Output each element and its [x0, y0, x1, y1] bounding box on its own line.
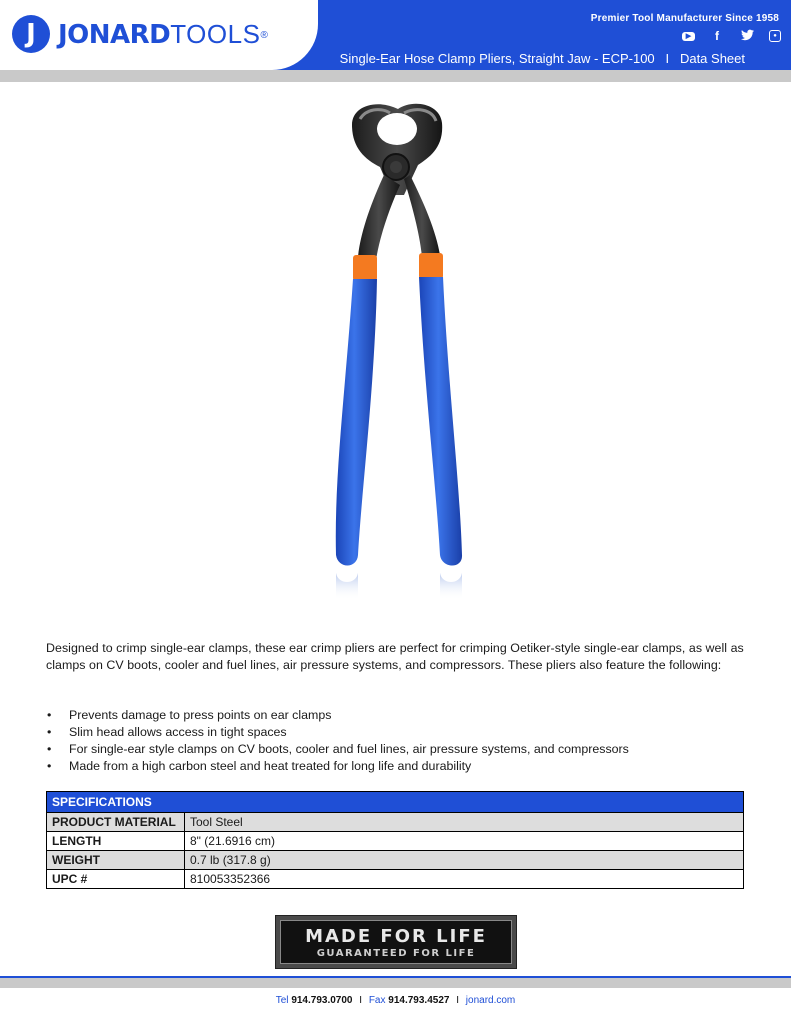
- feature-item: • Made from a high carbon steel and heat treated for long life and durability: [46, 758, 746, 775]
- website-link[interactable]: jonard.com: [465, 995, 516, 1006]
- fax-label: Fax: [368, 995, 386, 1006]
- registered-mark: ®: [260, 30, 269, 41]
- specifications-header: SPECIFICATIONS: [47, 792, 744, 813]
- logo-mark-icon: J: [12, 15, 50, 53]
- feature-item: • Prevents damage to press points on ear clamps: [46, 707, 746, 724]
- spec-value: 810053352366: [185, 870, 744, 889]
- tel-number[interactable]: 914.793.0700: [291, 995, 353, 1006]
- feature-item: • For single-ear style clamps on CV boots, cooler and fuel lines, air pressure systems, and compressors: [46, 741, 746, 758]
- logo-panel: [0, 0, 318, 70]
- product-description: Designed to crimp single-ear clamps, these ear crimp pliers are perfect for crimping Oetiker-style single-ear clamps, as well as clamps on CV boots, cooler and fuel lines, air pressure systems, and compressors. These pliers also feature the following:: [46, 641, 744, 672]
- feature-list: [46, 707, 746, 775]
- youtube-icon[interactable]: ▶: [682, 32, 695, 41]
- made-for-life-badge: [275, 915, 517, 969]
- header-divider: [0, 70, 791, 82]
- table-row: [47, 851, 744, 870]
- brand-name-bold: JONARD: [58, 20, 171, 50]
- table-row: [47, 832, 744, 851]
- header-bar: [0, 0, 791, 70]
- facebook-icon[interactable]: f: [715, 29, 719, 43]
- spec-value: Tool Steel: [185, 813, 744, 832]
- spec-label: LENGTH: [47, 832, 185, 851]
- table-row: [47, 870, 744, 889]
- pliers-product-image: [300, 95, 500, 615]
- footer-separator: I: [359, 995, 363, 1006]
- document-subtitle: Single-Ear Hose Clamp Pliers, Straight Jaw - ECP-100 I Data Sheet: [339, 51, 745, 66]
- contact-footer: [0, 995, 791, 1006]
- specifications-table: [46, 791, 744, 889]
- spec-value: 0.7 lb (317.8 g): [185, 851, 744, 870]
- badge-subtitle: GUARANTEED FOR LIFE: [316, 948, 476, 959]
- table-row: [47, 813, 744, 832]
- spec-label: UPC #: [47, 870, 185, 889]
- tel-label: Tel: [275, 995, 289, 1006]
- instagram-icon[interactable]: ●: [769, 30, 781, 42]
- spec-value: 8" (21.6916 cm): [185, 832, 744, 851]
- footer-separator: I: [456, 995, 460, 1006]
- spec-label: WEIGHT: [47, 851, 185, 870]
- feature-item: • Slim head allows access in tight spaces: [46, 724, 746, 741]
- twitter-icon[interactable]: [739, 29, 755, 43]
- badge-plate: [280, 920, 512, 964]
- spec-label: PRODUCT MATERIAL: [47, 813, 185, 832]
- brand-logo[interactable]: [58, 20, 268, 49]
- fax-number: 914.793.4527: [388, 995, 450, 1006]
- badge-title: MADE FOR LIFE: [305, 926, 487, 947]
- tagline: Premier Tool Manufacturer Since 1958: [590, 13, 779, 24]
- social-links: [682, 29, 781, 43]
- brand-name-light: TOOLS: [170, 19, 261, 49]
- footer-divider-accent: [0, 976, 791, 978]
